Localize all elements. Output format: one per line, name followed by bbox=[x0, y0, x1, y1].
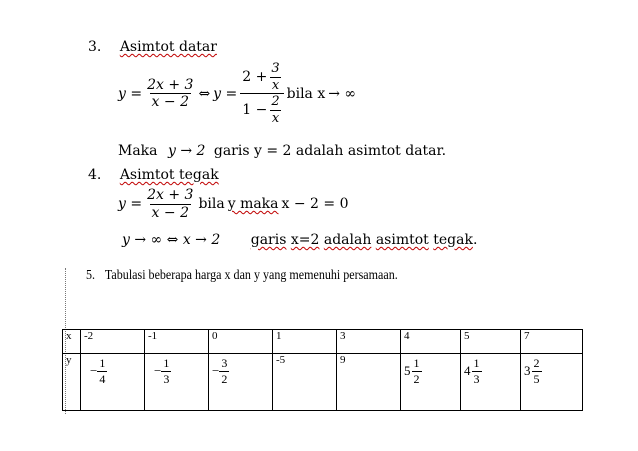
fraction-numerator: 2x + 3 bbox=[147, 76, 194, 93]
iff-symbol: ⇔ bbox=[198, 85, 211, 102]
section-5-number: 5. bbox=[86, 268, 96, 283]
vertical-asymptote-equation bbox=[118, 188, 352, 220]
y-den: 3 bbox=[473, 371, 480, 386]
fraction-main bbox=[145, 78, 195, 110]
x-header-cell: x bbox=[63, 330, 81, 354]
y-approaches-2: y → 2 bbox=[167, 143, 206, 159]
inner-fraction-top bbox=[269, 62, 281, 92]
compound-numerator bbox=[240, 62, 283, 93]
section-3-heading bbox=[88, 39, 217, 55]
compound-fraction bbox=[240, 62, 283, 126]
y-mixed-number bbox=[464, 357, 482, 385]
y-sign: − bbox=[90, 363, 98, 379]
y-cell bbox=[401, 354, 461, 411]
section-4-title: Asimtot tegak bbox=[119, 167, 219, 183]
garis-text: garis bbox=[250, 232, 287, 248]
y-fraction bbox=[90, 357, 107, 385]
section-5-title: Tabulasi beberapa harga x dan y yang memenuhi persamaan. bbox=[104, 268, 398, 283]
y-den: 5 bbox=[533, 371, 540, 386]
x-cell: 4 bbox=[401, 330, 461, 354]
period: . bbox=[472, 232, 478, 248]
inner-fraction-bottom bbox=[269, 95, 281, 125]
y-frac bbox=[219, 357, 229, 385]
y-den: 2 bbox=[221, 371, 228, 386]
y-whole: 5 bbox=[404, 363, 411, 379]
inner-top-num: 3 bbox=[271, 61, 280, 76]
y-fraction bbox=[154, 357, 171, 385]
y-cell bbox=[461, 354, 521, 411]
eq-y: y = bbox=[213, 85, 238, 102]
section-3-conclusion bbox=[118, 143, 446, 159]
x-equals-2-text: x=2 bbox=[290, 232, 320, 248]
limit-expression: y → ∞ ⇔ x → 2 bbox=[122, 232, 221, 248]
eq-lhs-2: y = bbox=[118, 196, 143, 213]
conclusion-text: garis y = 2 adalah asimtot datar. bbox=[213, 143, 447, 159]
x-row bbox=[63, 330, 583, 354]
bila-x-text: bila x bbox=[286, 85, 326, 102]
section-3-title: Asimtot datar bbox=[119, 39, 217, 55]
y-den: 4 bbox=[99, 371, 106, 386]
inner-top-den: x bbox=[271, 77, 280, 93]
tegak-text: tegak bbox=[433, 232, 473, 248]
y-frac bbox=[472, 357, 482, 385]
y-maka-text: y maka bbox=[227, 196, 279, 213]
section-5-heading bbox=[86, 268, 398, 284]
x-cell: 5 bbox=[461, 330, 521, 354]
condition-text: x − 2 = 0 bbox=[281, 196, 349, 213]
y-num: 2 bbox=[533, 356, 540, 370]
y-num: 1 bbox=[413, 356, 420, 370]
y-frac bbox=[412, 357, 422, 385]
x-cell: -2 bbox=[81, 330, 145, 354]
numerator-prefix: 2 + bbox=[242, 68, 268, 85]
fraction-numerator-2: 2x + 3 bbox=[147, 187, 194, 203]
x-cell: 7 bbox=[521, 330, 583, 354]
y-mixed-number bbox=[404, 357, 422, 385]
y-den: 2 bbox=[413, 371, 420, 386]
xy-table bbox=[62, 329, 583, 411]
x-cell: 3 bbox=[337, 330, 401, 354]
y-cell bbox=[81, 354, 145, 411]
y-num: 1 bbox=[163, 356, 170, 370]
section-3-number: 3. bbox=[88, 39, 102, 55]
y-num: 1 bbox=[473, 356, 480, 370]
asimtot-text: asimtot bbox=[375, 232, 429, 248]
y-cell bbox=[209, 354, 273, 411]
section-4-line-2 bbox=[122, 232, 477, 248]
y-cell: -5 bbox=[273, 354, 337, 411]
x-cell: 1 bbox=[273, 330, 337, 354]
adalah-text: adalah bbox=[323, 232, 372, 248]
y-whole: 4 bbox=[464, 363, 471, 379]
arrow-infinity: → ∞ bbox=[328, 85, 357, 102]
y-frac bbox=[161, 357, 171, 385]
fraction-denominator-2: x − 2 bbox=[151, 204, 189, 221]
y-mixed-number bbox=[524, 357, 542, 385]
section-4-number: 4. bbox=[88, 167, 102, 183]
fraction-denominator: x − 2 bbox=[151, 94, 189, 111]
y-cell bbox=[521, 354, 583, 411]
section-4-heading bbox=[88, 167, 219, 183]
x-cell: 0 bbox=[209, 330, 273, 354]
inner-bottom-den: x bbox=[271, 110, 280, 126]
y-frac bbox=[97, 357, 107, 385]
y-den: 3 bbox=[163, 371, 170, 386]
y-cell bbox=[145, 354, 209, 411]
inner-bottom-num: 2 bbox=[271, 94, 280, 110]
y-frac bbox=[532, 357, 542, 385]
x-cell: -1 bbox=[145, 330, 209, 354]
fraction-main-2 bbox=[145, 188, 195, 220]
horizontal-asymptote-equation bbox=[118, 62, 359, 126]
maka-text: Maka bbox=[118, 143, 158, 159]
bila-text: bila bbox=[198, 196, 225, 213]
y-sign: − bbox=[154, 363, 162, 379]
y-whole: 3 bbox=[524, 363, 531, 379]
denominator-prefix: 1 − bbox=[242, 102, 268, 119]
y-row bbox=[63, 354, 583, 411]
compound-denominator bbox=[240, 93, 283, 125]
y-header-cell: y bbox=[63, 354, 81, 411]
y-fraction bbox=[212, 357, 229, 385]
eq-lhs: y = bbox=[118, 85, 143, 102]
y-cell: 9 bbox=[337, 354, 401, 411]
y-sign: − bbox=[212, 363, 220, 379]
y-num: 3 bbox=[221, 356, 228, 370]
y-num: 1 bbox=[99, 356, 106, 370]
